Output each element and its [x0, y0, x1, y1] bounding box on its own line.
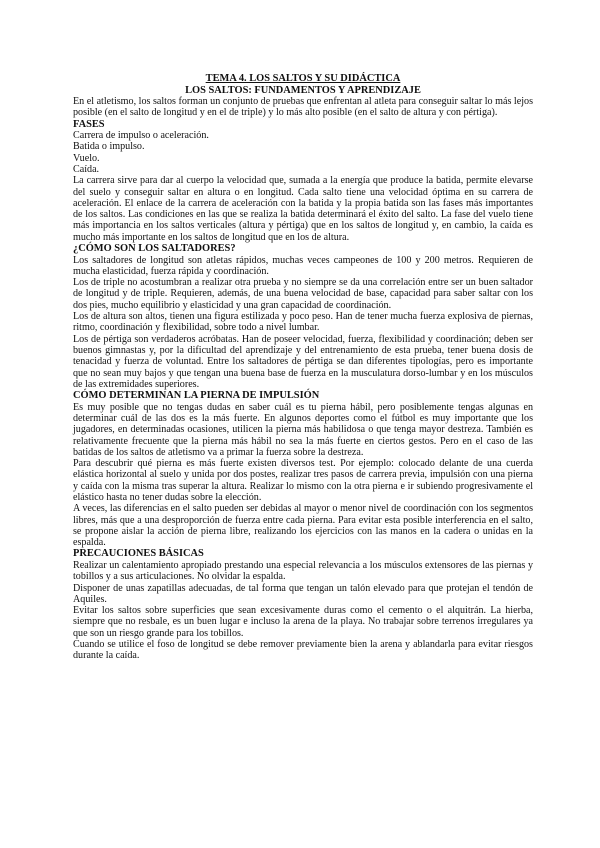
paragraph: Los saltadores de longitud son atletas rápidos, muchas veces campeones de 100 y 200 metros. Requieren de mucha elasticidad, fuerza rápida y coordinación. [73, 254, 533, 277]
paragraph: Los de pértiga son verdaderos acróbatas. Han de poseer velocidad, fuerza, flexibilidad y coordinación; deben ser buenos gimnastas y, por la dificultad del aprendizaje y del entrenamiento de esta prueba, tener buena dosis de tenacidad y fuerza de voluntad. Entre los saltadores de pértiga se dan diferentes tipologías, pero es importante que no sean muy bajos y que tengan una buena base de fuerza en la musculatura dorso-lumbar y en los músculos de las extremidades superiores. [73, 333, 533, 390]
paragraph: Vuelo. [73, 152, 100, 164]
paragraph: Los de altura son altos, tienen una figura estilizada y poco peso. Han de tener mucha fuerza explosiva de piernas, ritmo, coordinación y flexibilidad, sobre todo a nivel lumbar. [73, 311, 533, 334]
paragraph: Realizar un calentamiento apropiado prestando una especial relevancia a los músculos extensores de las piernas y tobillos y a sus articulaciones. No olvidar la espalda. [73, 559, 533, 583]
section-heading-saltadores: ¿CÓMO SON LOS SALTADORES? [73, 243, 236, 255]
paragraph: Los de triple no acostumbran a realizar otra prueba y no siempre se da una correlación entre ser un buen saltador de longitud y de triple. Requieren, además, de una buena velocidad de base, capacidad para saber saltar con los dos pies, mucho equilibrio y elasticidad y una gran capacidad de coordinación. [73, 277, 533, 311]
paragraph: Carrera de impulso o aceleración. [73, 130, 209, 142]
section-heading-fases: FASES [73, 118, 105, 130]
paragraph: Caída. [73, 163, 100, 175]
document-body [73, 73, 533, 662]
section-heading-pierna-impulsion: CÓMO DETERMINAN LA PIERNA DE IMPULSIÓN [73, 390, 320, 402]
paragraph: Batida o impulso. [73, 141, 145, 153]
paragraph: A veces, las diferencias en el salto pueden ser debidas al mayor o menor nivel de coordinación con los segmentos libres, más que a una desproporción de fuerza entre cada pierna. Para evitar esta posible interferencia en el salto, se propone aislar la acción de pierna libre, realizando los ejercicios con las manos en la cadera o unidas en la espalda. [73, 503, 533, 549]
paragraph: Es muy posible que no tengas dudas en saber cuál es tu pierna hábil, pero posiblemente tengas algunas en determinar cuál de las dos es la más fuerte. En algunos deportes como el fútbol es muy importante que los jugadores, en determinadas ocasiones, utilicen la pierna más habilidosa o que tenga mayor destreza. También es relativamente frecuente que la pierna más hábil no sea la más fuerte en ciertos gestos. Pero en el caso de las batidas de los saltos de atletismo va a primar la fuerza sobre la destreza. [73, 401, 533, 458]
document-title: TEMA 4. LOS SALTOS Y SU DIDÁCTICA [205, 73, 401, 84]
paragraph: La carrera sirve para dar al cuerpo la velocidad que, sumada a la energía que produce la batida, permite elevarse del suelo y conseguir saltar en altura o en longitud. Cada salto tiene una velocidad óptima en su carrera de aceleración. El enlace de la carrera de aceleración con la batida y la propia batida son las fases más importantes de los saltos. Las condiciones en las que se realiza la batida determinará el éxito del salto. La fase del vuelo tiene más importancia en los saltos verticales (altura y pértiga) que en los saltos de longitud y, en cambio, la caída es mucho más importante en los saltos de longitud que en los de altura. [73, 175, 533, 243]
paragraph: Cuando se utilice el foso de longitud se debe remover previamente bien la arena y ablandarla para evitar riesgos durante la caída. [73, 639, 533, 662]
document-subtitle: LOS SALTOS: FUNDAMENTOS Y APRENDIZAJE [185, 84, 421, 96]
intro-paragraph: En el atletismo, los saltos forman un conjunto de pruebas que enfrentan al atleta para conseguir saltar lo más lejos posible (en el salto de longitud y en el de triple) y lo más alto posible (en el salto de altura y con pértiga). [73, 96, 533, 119]
paragraph: Disponer de unas zapatillas adecuadas, de tal forma que tengan un talón elevado para que protejan el tendón de Aquiles. [73, 582, 533, 605]
paragraph: Para descubrir qué pierna es más fuerte existen diversos test. Por ejemplo: colocado delante de una cuerda elástica horizontal al suelo y unida por dos postes, realizar tres pasos de carrera previa, impulsión con una pierna y caída con la misma tras superar la altura. Realizar lo mismo con la otra pierna e ir subiendo progresivamente el elástico hasta no tener dudas sobre la elección. [73, 458, 533, 503]
paragraph: Evitar los saltos sobre superficies que sean excesivamente duras como el cemento o el alquitrán. La hierba, siempre que no resbale, es un buen lugar e incluso la arena de la playa. No trabajar sobre terrenos irregulares ya que son un riesgo grande para los tobillos. [73, 605, 533, 639]
section-heading-precauciones: PRECAUCIONES BÁSICAS [73, 548, 204, 560]
